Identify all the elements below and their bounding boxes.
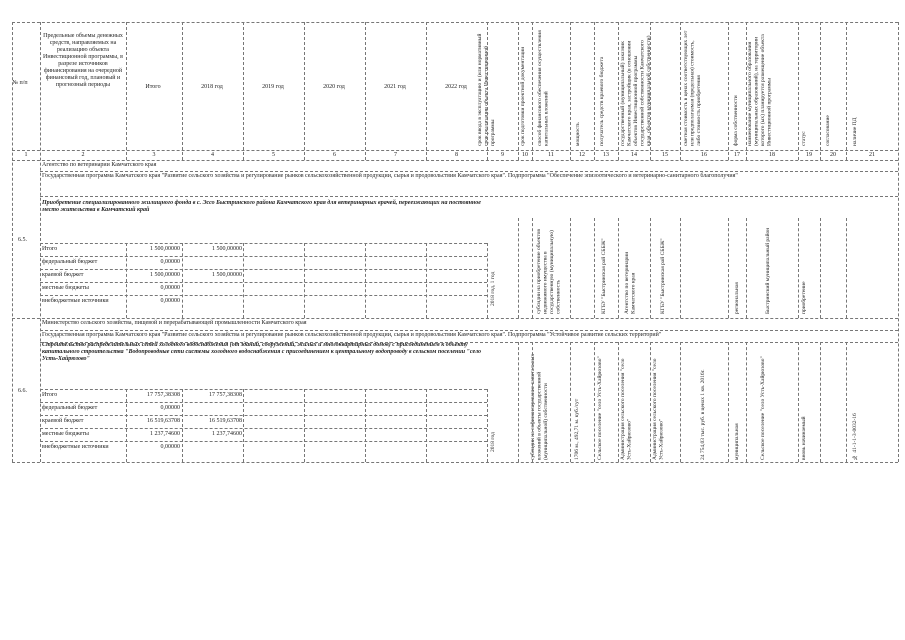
financing-label: краевой бюджет [42,418,84,424]
program2-border [40,342,898,343]
column-number-13: 13 [603,152,609,158]
column-line [126,243,127,318]
header-col-10: срок подготовки проектной документации [520,46,526,146]
table-top-border [12,22,898,23]
table-side-border [898,22,899,462]
header-col-20: согласование [825,115,831,146]
row-6-5-developer: КГБУ "Быстринская рай СББЖ" [660,238,666,314]
column-line [650,22,651,160]
financing-total: 1 237,74600 [150,431,180,437]
column-number-2: 2 [81,152,85,158]
column-number-12: 12 [579,152,585,158]
financing-2018: 1 500,00000 [212,246,242,252]
financing-total: 17 757,38308 [147,392,180,398]
column-line [820,22,821,160]
financing-total: 0,00000 [160,259,180,265]
program-veterinary: Государственная программа Камчатского края "Развитие сельского хозяйства и регулирование рынков сельскохозяйственной продукции, сырья и продовольствия Камчатского края". Подпрограмма "Обеспечение эпизоотического и ветеринарно-санитарного благополучия" [42,173,738,179]
header-year-2018: 2018 год [201,84,223,90]
row-6-6-ownership: муниципальная [734,423,740,460]
column-number-7: 7 [394,152,397,158]
column-line [518,342,519,462]
row-6-5-status: приобретение [801,281,807,314]
row-6-5-customer: Агентство по ветеринарии Камчатского края [624,251,637,314]
column-line [243,243,244,318]
financing-label: внебюджетные источники [42,444,109,450]
column-number-18: 18 [769,152,775,158]
row-6-5-num: 6.5. [18,237,27,243]
column-number-6: 6 [333,152,336,158]
column-line [570,218,571,318]
column-line [532,218,533,318]
column-line [182,243,183,318]
row-6-5-deadline: 2018 год, 1 год [490,271,496,306]
financing-total: 16 519,63708 [147,418,180,424]
header-col-11: способ финансового обеспечения осуществления капитальных вложений [537,30,550,146]
row-6-6-deadline: 2018 год [490,432,496,452]
row-6-5-ownership: региональная [734,282,740,314]
financing-label: федеральный бюджет [42,405,98,411]
column-line [798,342,799,462]
column-line [487,243,488,318]
column-line [650,218,651,318]
financing-row-line [40,441,487,442]
table-bottom-border [12,462,898,463]
column-line [304,243,305,318]
row-6-5-recipient: КГБУ "Быстринская рай СББЖ" [601,238,607,314]
column-line [728,218,729,318]
column-line [487,22,488,160]
column-number-16: 16 [701,152,707,158]
row-6-6-capacity: 1706 м., 492,71 м. куб./сут [574,398,580,460]
column-line [846,22,847,160]
column-number-3: 3 [152,152,156,158]
program1-border [40,196,898,197]
header-year-2019: 2019 год [262,84,284,90]
header-total: Итого [145,84,161,90]
financing-label: местные бюджеты [42,431,89,437]
header-year-2020: 2020 год [323,84,345,90]
row-6-5-title: Приобретение специализированного жилищного фонда в с. Эссо Быстринского района Камчатского края для ветеринарных врачей, переезжающих на постоянное место жительства в Камчатский край [42,200,481,213]
header-col-18: наименование муниципального образования (муниципальных образований), на территории которого (ых) планируется размещение объекта Инвестиционной программы [747,34,773,146]
numbers-bottom-border [12,160,898,161]
column-line [820,218,821,318]
header-year-2021: 2021 год [384,84,406,90]
header-col-9: срок ввода в эксплуатацию и (или нормативный срок реализации объекта Инвестиционной программы [477,33,496,146]
column-line [182,22,183,160]
financing-total: 0,00000 [160,405,180,411]
column-number-17: 17 [734,152,740,158]
financing-2018: 17 757,38308 [209,392,242,398]
column-line [365,22,366,160]
column-line [182,389,183,462]
financing-row-line [40,256,487,257]
row-6-6-developer: Администрация сельского поселения "село Усть-Хайрюзово" [652,358,665,460]
column-line [728,342,729,462]
row-6-6-title: Строительство распределительных сетей холодного водоснабжения (от зданий, сооружений, жилых и многоквартирных домов) с присоединением к объекту капитального строительства "Водопроводные сети системы холодного водоснабжения с присоединением к центральному водопроводу в сельском поселении "село Усть-Хайрюзово" [42,342,482,362]
column-line [820,342,821,462]
agency-veterinary: Агентство по ветеринарии Камчатского края [42,162,157,168]
column-line [798,218,799,318]
financing-row-line [40,402,487,403]
financing-label: федеральный бюджет [42,259,98,265]
column-line [518,218,519,318]
column-line [243,389,244,462]
column-line [40,22,41,462]
column-line [304,22,305,160]
financing-total: 0,00000 [160,285,180,291]
agency-agriculture: Министерство сельского хозяйства, пищевой и перерабатывающей промышленности Камчатского края [42,320,307,326]
financing-row-line [40,295,487,296]
header-col-16: сметная стоимость в ценах соответствующих лет или предполагаемая (предельная) стоимость, либо стоимость приобретения [683,30,702,146]
column-line [304,389,305,462]
header-volumes: Предельные объемы денежных средств, направляемых на реализацию объекта Инвестиционной программы, в разрезе источников финансирования на очередной финансовый год, плановый и прогнозный периоды [43,33,123,88]
financing-label: Итого [42,246,58,252]
row-6-5-municipality: Быстринский муниципальный район [765,227,771,314]
financing-total: 1 500,00000 [150,246,180,252]
column-number-11: 11 [548,152,554,158]
header-bottom-border [12,150,898,151]
column-number-20: 20 [830,152,836,158]
column-line [618,342,619,462]
header-col-17: форма собственности [733,95,739,146]
column-number-4: 4 [211,152,214,158]
header-col-12: мощность [575,122,581,146]
financing-row-line [40,415,487,416]
financing-2018: 1 237,74600 [212,431,242,437]
financing-row-line [40,389,487,390]
column-line [680,218,681,318]
column-line [532,342,533,462]
header-num: № п/п [12,80,28,86]
column-line [618,218,619,318]
agency2-border [40,330,898,331]
financing-label: внебюджетные источники [42,298,109,304]
header-col-14: государственный (муниципальный) заказчик Камчатского края, застройщик (в отношении объектов Инвестиционной программы государственной собственности Камчатского края, объектов муниципальной собственности) [620,35,652,146]
column-number-5: 5 [272,152,275,158]
row-6-6-cost: 24 754,03 тыс. руб. в ценах 1 кв. 2016г. [700,369,706,460]
row-6-5-bottom-border [12,318,898,319]
column-line [728,22,729,160]
financing-label: местные бюджеты [42,285,89,291]
column-number-19: 19 [806,152,812,158]
column-line [126,22,127,160]
row-6-6-recipient: Сельское поселение "село Усть-Хайрюзово" [597,356,603,460]
financing-total: 1 500,00000 [150,272,180,278]
financing-2018: 16 519,63708 [209,418,242,424]
column-line [243,22,244,160]
column-line [426,243,427,318]
financing-total: 0,00000 [160,298,180,304]
table-side-border [12,22,13,462]
row-6-6-customer: Администрация сельского поселения "село Усть-Хайрюзово" [620,358,633,460]
row-6-6-pd: № 41-1-1-3-0032-16 [852,413,858,460]
financing-row-line [40,282,487,283]
column-line [365,389,366,462]
header-col-19: статус [801,131,807,146]
column-line [594,218,595,318]
row-6-6-status: вновь начинаемый [801,416,807,460]
column-line [650,342,651,462]
program-agriculture: Государственная программа Камчатского края "Развитие сельского хозяйства и регулирование рынков сельскохозяйственной продукции, сырья и продовольствия Камчатского края". Подпрограмма "Устойчивое развитие сельских территорий" [42,332,662,338]
column-line [532,22,533,160]
column-line [487,389,488,462]
column-line [570,22,571,160]
column-number-9: 9 [501,152,504,158]
column-line [746,342,747,462]
column-line [846,218,847,318]
financing-label: краевой бюджет [42,272,84,278]
column-number-10: 10 [522,152,528,158]
column-number-14: 14 [631,152,637,158]
column-line [680,22,681,160]
agency1-border [40,171,898,172]
column-line [594,22,595,160]
financing-row-line [40,243,487,244]
financing-row-line [40,428,487,429]
column-line [518,22,519,160]
financing-total: 0,00000 [160,444,180,450]
column-line [798,22,799,160]
financing-row-line [40,269,487,270]
header-year-2022: 2022 год [445,84,467,90]
row-6-5-financing-method: субсидии на приобретение объектов недвижимого имущества в государственную (муниципальную) собственность [536,229,562,314]
column-number-21: 21 [869,152,875,158]
column-line [594,342,595,462]
column-line [570,342,571,462]
column-line [746,22,747,160]
column-line [746,218,747,318]
financing-label: Итого [42,392,58,398]
column-number-1: 1 [24,152,28,158]
column-line [126,389,127,462]
column-line [426,22,427,160]
column-number-8: 8 [455,152,458,158]
header-col-21: наличие ПД [852,117,858,146]
financing-2018: 1 500,00000 [212,272,242,278]
column-line [426,389,427,462]
row-6-6-num: 6.6. [18,388,27,394]
column-line [846,342,847,462]
column-line [618,22,619,160]
column-number-15: 15 [662,152,668,158]
row-6-6-financing-method: субсидии на софинансирование капитальных вложений в объекты государственной (муниципальной) собственности [530,353,549,460]
header-col-13: получатель средств краевого бюджета [599,56,605,146]
row-6-6-municipality: Сельское поселение "село Усть-Хайрюзово" [760,356,766,460]
column-line [365,243,366,318]
column-line [680,342,681,462]
